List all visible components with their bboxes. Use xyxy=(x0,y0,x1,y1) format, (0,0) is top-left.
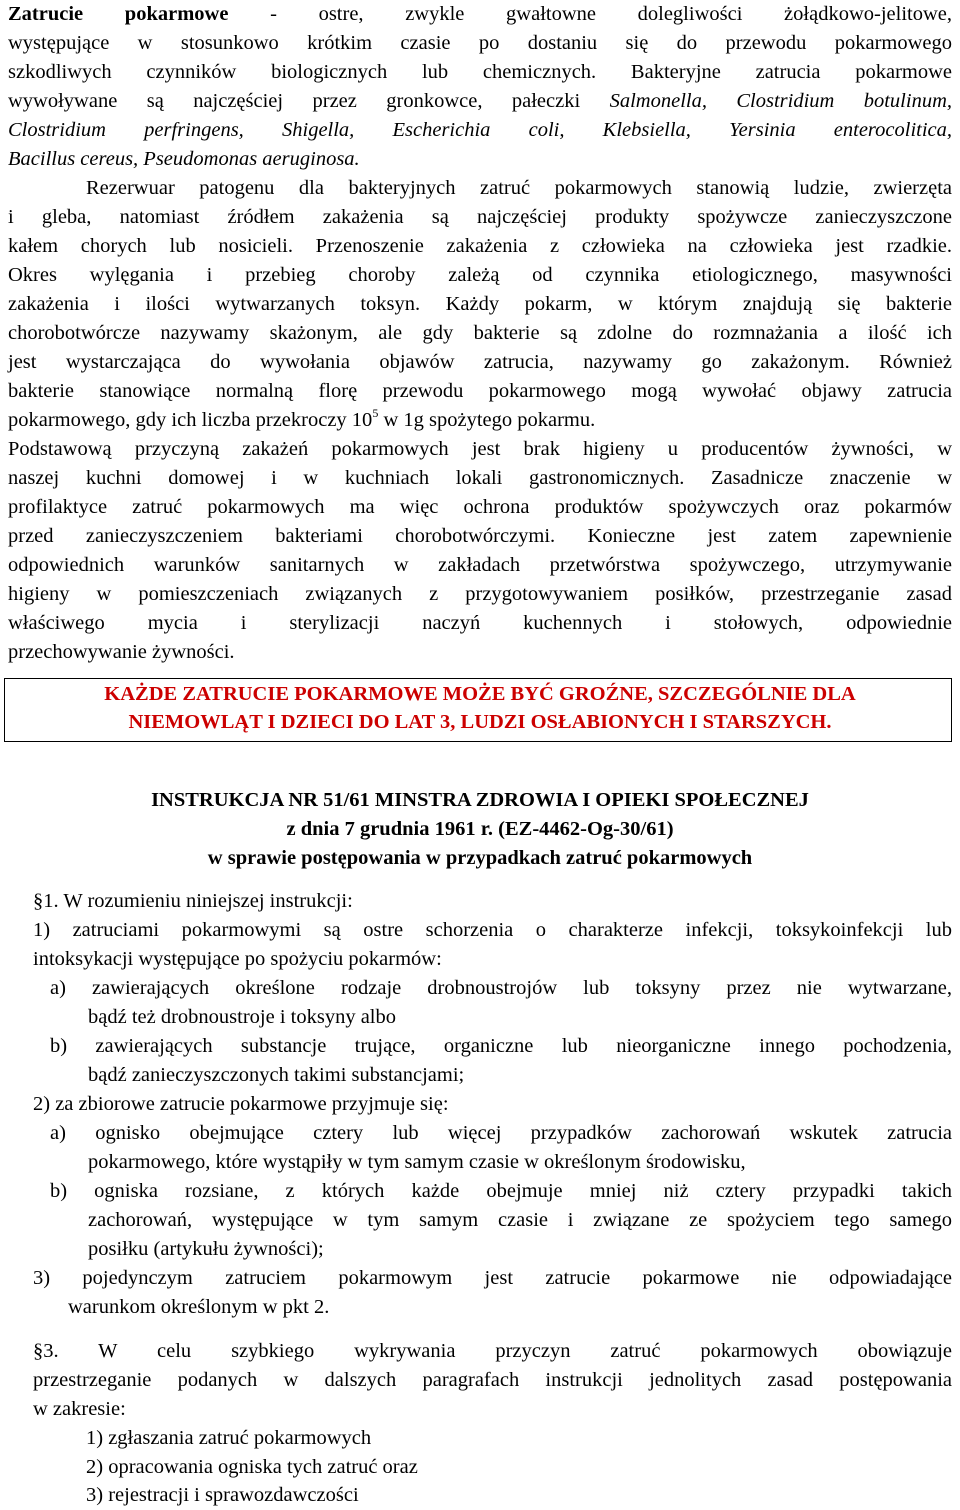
exponent: 5 xyxy=(372,406,379,420)
section1-item-3-cont: warunkom określonym w pkt 2. xyxy=(68,1296,330,1318)
section1-item-1-cont: intoksykacji występujące po spożyciu pokarmów: xyxy=(33,948,442,970)
para2-line-2: i gleba, natomiast źródłem zakażenia są najczęściej produkty spożywcze zanieczyszczone xyxy=(8,206,952,228)
section1-item-2a: a) ognisko obejmujące cztery lub więcej przypadków zachorowań wskutek zatrucia xyxy=(50,1122,952,1144)
intro-line-6: Bacillus cereus, Pseudomonas aeruginosa. xyxy=(8,148,360,170)
section3-item-2: 2) opracowania ogniska tych zatruć oraz xyxy=(86,1456,418,1478)
section1-item-1b: b) zawierających substancje trujące, organiczne lub nieorganiczne innego pochodzenia, xyxy=(50,1035,952,1057)
section1-item-1a-cont: bądź też drobnoustroje i toksyny albo xyxy=(88,1006,397,1028)
intro-term: Zatrucie pokarmowe xyxy=(8,3,229,25)
instruction-subject: w sprawie postępowania w przypadkach zatruć pokarmowych xyxy=(207,847,753,869)
section3-item-3: 3) rejestracji i sprawozdawczości xyxy=(86,1484,359,1506)
intro-line-5: Clostridium perfringens, Shigella, Escherichia coli, Klebsiella, Yersinia enterocolitica, xyxy=(8,119,952,141)
para2-line-4: Okres wylęgania i przebieg choroby zależą od czynnika etiologicznego, masywności xyxy=(8,264,952,286)
section1-item-2a-cont: pokarmowego, które wystąpiły w tym samym czasie w określonym środowisku, xyxy=(88,1151,746,1173)
para2-line-6: chorobotwórcze nazywamy skażonym, ale gdy bakterie są zdolne do rozmnażania a ilość ich xyxy=(8,322,952,344)
section1-item-1: 1) zatruciami pokarmowymi są ostre schorzenia o charakterze infekcji, toksykoinfekcji lub xyxy=(33,919,952,941)
para2-line-3: kałem chorych lub nosicieli. Przenoszenie zakażenia z człowieka na człowieka jest rzadkie. xyxy=(8,235,952,257)
intro-line-4: wywoływane są najczęściej przez gronkowce, pałeczki Salmonella, Clostridium botulinum, xyxy=(8,90,952,112)
para3-line-4: przed zanieczyszczeniem bakteriami chorobotwórczymi. Konieczne jest zatem zapewnienie xyxy=(8,525,952,547)
warning-line-2: NIEMOWLĄT I DZIECI DO LAT 3, LUDZI OSŁABIONYCH I STARSZYCH. xyxy=(128,711,832,733)
para2-line-1: Rezerwuar patogenu dla bakteryjnych zatruć pokarmowych stanowią ludzie, zwierzęta xyxy=(86,177,952,199)
para2-line-8: bakterie stanowiące normalną florę przewodu pokarmowego mogą wywołać objawy zatrucia xyxy=(8,380,952,402)
para2-line-9: pokarmowego, gdy ich liczba przekroczy $10^5$ w 1g spożytego pokarmu. xyxy=(8,406,596,431)
section1-item-1b-cont: bądź zanieczyszczonych takimi substancjami; xyxy=(88,1064,465,1086)
para2-line-5: zakażenia i ilości wytwarzanych toksyn. Każdy pokarm, w którym znajdują się bakterie xyxy=(8,293,952,315)
section3-item-1: 1) zgłaszania zatruć pokarmowych xyxy=(86,1427,372,1449)
para3-line-1: Podstawową przyczyną zakażeń pokarmowych jest brak higieny u producentów żywności, w xyxy=(8,438,952,460)
section1-heading: §1. W rozumieniu niniejszej instrukcji: xyxy=(33,890,353,912)
para3-line-2: naszej kuchni domowej i w kuchniach lokali gastronomicznych. Zasadnicze znaczenie w xyxy=(8,467,952,489)
para3-line-3: profilaktyce zatruć pokarmowych ma więc ochrona produktów spożywczych oraz pokarmów xyxy=(8,496,952,518)
section1-item-2b: b) ogniska rozsiane, z których każde obejmuje mniej niż cztery przypadki takich xyxy=(50,1180,952,1202)
para3-line-7: właściwego mycia i sterylizacji naczyń kuchennych i stołowych, odpowiednie xyxy=(8,612,952,634)
instruction-date: z dnia 7 grudnia 1961 r. (EZ-4462-Og-30/61) xyxy=(286,818,674,840)
instruction-title: INSTRUKCJA NR 51/61 MINSTRA ZDROWIA I OPIEKI SPOŁECZNEJ xyxy=(151,789,809,811)
intro-line-3: szkodliwych czynników biologicznych lub chemicznych. Bakteryjne zatrucia pokarmowe xyxy=(8,61,952,83)
para3-line-8: przechowywanie żywności. xyxy=(8,641,235,663)
section1-item-2b-cont: zachorowań, występujące w tym samym czasie i związane ze spożyciem tego samego xyxy=(88,1209,952,1231)
para2-line-7: jest wystarczająca do wywołania objawów zatrucia, nazywamy go zakażonym. Również xyxy=(8,351,952,373)
section1-item-2b-cont-2: posiłku (artykułu żywności); xyxy=(88,1238,324,1260)
section1-item-3: 3) pojedynczym zatruciem pokarmowym jest zatrucie pokarmowe nie odpowiadające xyxy=(33,1267,952,1289)
section3-line-3: w zakresie: xyxy=(33,1398,126,1420)
section1-item-2: 2) za zbiorowe zatrucie pokarmowe przyjmuje się: xyxy=(33,1093,449,1115)
section1-item-1a: a) zawierających określone rodzaje drobnoustrojów lub toksyny przez nie wytwarzane, xyxy=(50,977,952,999)
section3-heading: §3. W celu szybkiego wykrywania przyczyn zatruć pokarmowych obowiązuje xyxy=(33,1340,952,1362)
intro-line-1: Zatrucie pokarmowe - ostre, zwykle gwałtowne dolegliwości żołądkowo-jelitowe, xyxy=(8,3,952,25)
para3-line-6: higieny w pomieszczeniach związanych z przygotowywaniem posiłków, przestrzeganie zasad xyxy=(8,583,952,605)
para3-line-5: odpowiednich warunków sanitarnych w zakładach przetwórstwa spożywczego, utrzymywanie xyxy=(8,554,952,576)
warning-line-1: KAŻDE ZATRUCIE POKARMOWE MOŻE BYĆ GROŹNE, SZCZEGÓLNIE DLA xyxy=(104,683,856,705)
section3-line-2: przestrzeganie podanych w dalszych paragrafach instrukcji jednolitych zasad postępowania xyxy=(33,1369,952,1391)
intro-line-2: występujące w stosunkowo krótkim czasie po dostaniu się do przewodu pokarmowego xyxy=(8,32,952,54)
